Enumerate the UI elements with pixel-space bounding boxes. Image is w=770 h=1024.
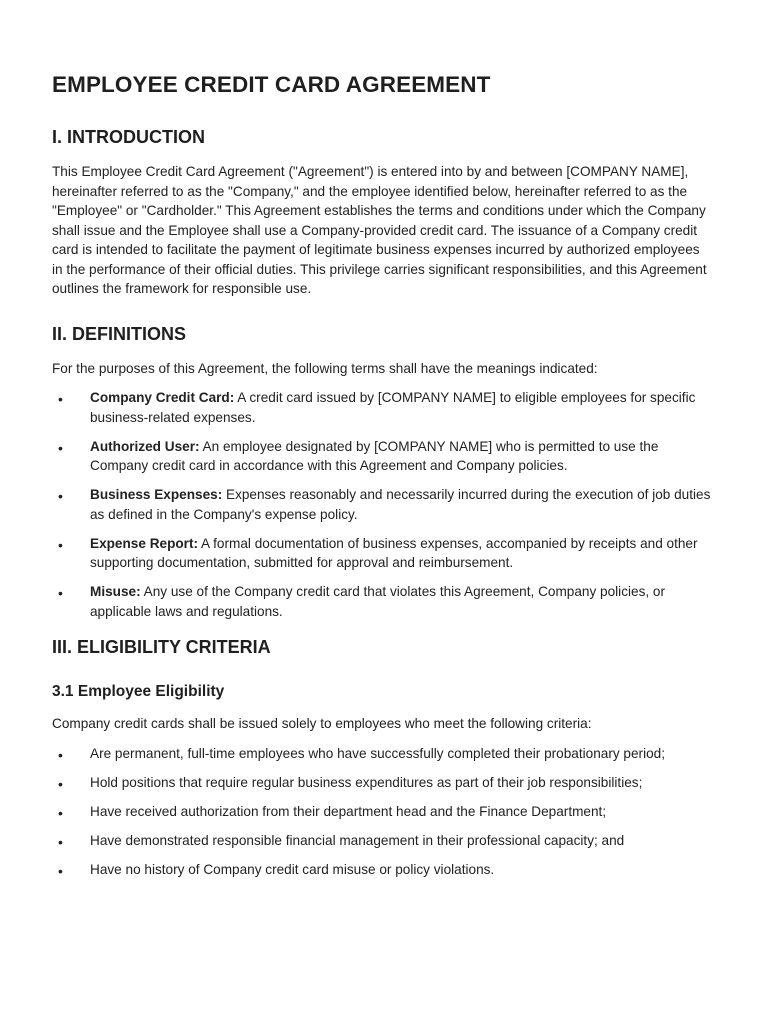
document-title: EMPLOYEE CREDIT CARD AGREEMENT — [52, 72, 491, 97]
bullet-icon: • — [58, 862, 63, 879]
list-item — [52, 582, 712, 621]
list-item — [52, 802, 712, 822]
bullet-icon: • — [58, 833, 63, 850]
section-heading-eligibility: III. ELIGIBILITY CRITERIA — [52, 637, 271, 657]
definition-text: Expenses reasonably and necessarily incurred during the execution of job duties as defined in the Company's expense policy. — [90, 487, 711, 522]
section-heading-introduction: I. INTRODUCTION — [52, 127, 205, 147]
definition-term: Expense Report: — [90, 535, 199, 551]
bullet-icon: • — [58, 775, 63, 792]
definitions-list — [52, 388, 712, 621]
definition-term: Company Credit Card: — [90, 390, 235, 405]
criterion-text: Have received authorization from their department head and the Finance Department; — [90, 803, 607, 819]
bullet-icon: • — [58, 488, 63, 504]
list-item — [52, 860, 712, 880]
list-item — [52, 388, 712, 427]
list-item — [52, 744, 712, 764]
definition-term: Authorized User: — [90, 438, 200, 454]
bullet-icon: • — [58, 536, 63, 553]
definition-term: Business Expenses: — [90, 487, 223, 502]
subsection-heading-employee-eligibility: 3.1 Employee Eligibility — [52, 683, 225, 700]
definition-text: An employee designated by [COMPANY NAME] who is permitted to use the Company credit card in accordance with this Agreement and Company policies. — [90, 438, 659, 473]
bullet-icon: • — [58, 804, 63, 821]
bullet-icon: • — [58, 746, 63, 763]
section-heading-definitions: II. DEFINITIONS — [52, 323, 187, 344]
list-item — [52, 485, 712, 524]
criterion-text: Hold positions that require regular business expenditures as part of their job responsibilities; — [90, 774, 643, 790]
eligibility-list — [52, 744, 712, 880]
definition-text: Any use of the Company credit card that violates this Agreement, Company policies, or applicable laws and regulations. — [90, 584, 666, 619]
bullet-icon: • — [58, 585, 63, 601]
list-item — [52, 437, 712, 476]
definition-term: Misuse: — [90, 584, 141, 599]
bullet-icon: • — [58, 391, 63, 407]
list-item — [52, 534, 712, 573]
introduction-paragraph: This Employee Credit Card Agreement ("Agreement") is entered into by and between [COMPANY NAME], hereinafter referred to as the "Company," and the employee identified below, hereinafter referred to as the "Employee" or "Cardholder." This Agreement establishes the terms and conditions under which the Company shall issue and the Employee shall use a Company-provided credit card. The issuance of a Company credit card is intended to facilitate the payment of legitimate business expenses incurred by authorized employees in the performance of their official duties. This privilege carries significant responsibilities, and this Agreement outlines the framework for responsible use. — [52, 164, 707, 296]
bullet-icon: • — [58, 439, 63, 456]
definition-text: A formal documentation of business expenses, accompanied by receipts and other supporting documentation, submitted for approval and reimbursement. — [90, 535, 698, 570]
criterion-text: Are permanent, full-time employees who have successfully completed their probationary period; — [90, 745, 665, 761]
list-item — [52, 831, 712, 851]
criterion-text: Have demonstrated responsible financial management in their professional capacity; and — [90, 832, 625, 848]
list-item — [52, 773, 712, 793]
definition-text: A credit card issued by [COMPANY NAME] to eligible employees for specific business-related expenses. — [90, 390, 696, 425]
definitions-lead: For the purposes of this Agreement, the following terms shall have the meanings indicated: — [52, 360, 598, 376]
eligibility-lead: Company credit cards shall be issued solely to employees who meet the following criteria: — [52, 716, 592, 731]
criterion-text: Have no history of Company credit card misuse or policy violations. — [90, 861, 495, 877]
